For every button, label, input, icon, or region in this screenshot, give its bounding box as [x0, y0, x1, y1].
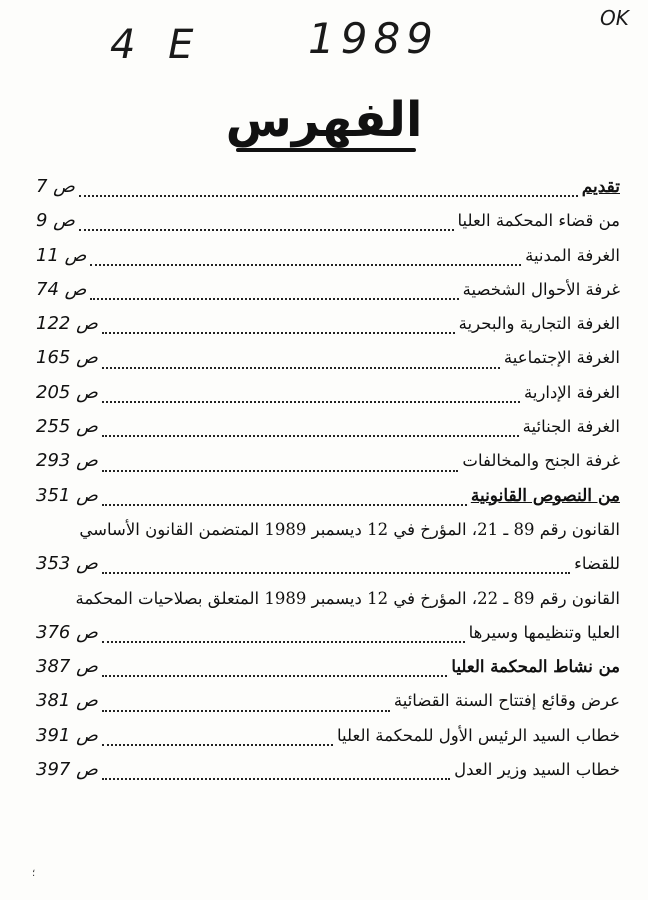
toc-row [36, 719, 620, 753]
table-of-contents [36, 170, 620, 787]
toc-row [36, 616, 620, 650]
toc-row [36, 753, 620, 787]
toc-label: عرض وقائع إفتتاح السنة القضائية [393, 691, 620, 711]
leader-dots [102, 460, 459, 472]
toc-page: ص 381 [36, 690, 98, 712]
leader-dots [102, 322, 455, 334]
toc-label: الغرفة التجارية والبحرية [458, 314, 620, 334]
toc-row [36, 410, 620, 444]
toc-page: ص 353 [36, 553, 98, 575]
handwritten-ok-mark: OK [600, 6, 629, 30]
toc-page: ص 74 [36, 278, 87, 300]
toc-page: ص 293 [36, 450, 98, 472]
toc-row [36, 239, 620, 273]
toc-page: ص 376 [36, 621, 98, 643]
toc-label: خطاب السيد الرئيس الأول للمحكمة العليا [337, 725, 620, 745]
leader-dots [102, 700, 390, 712]
toc-label: من نشاط المحكمة العليا [451, 657, 620, 677]
toc-label: الغرفة الجنائية [522, 417, 620, 437]
leader-dots [102, 631, 465, 643]
toc-row [36, 582, 620, 616]
handwritten-year: 1989 [308, 14, 439, 63]
toc-page: ص 397 [36, 759, 98, 781]
toc-row [36, 650, 620, 684]
toc-label: الغرفة الإدارية [524, 382, 620, 402]
toc-row [36, 273, 620, 307]
toc-page: ص 387 [36, 656, 98, 678]
leader-dots [79, 185, 578, 197]
toc-label: الغرفة المدنية [525, 245, 620, 265]
footer-mark: ؛ [32, 868, 36, 879]
toc-page: ص 7 [36, 176, 75, 197]
toc-label: العليا وتنظيمها وسيرها [468, 622, 620, 642]
toc-page: ص 9 [36, 210, 75, 232]
toc-page: ص 391 [36, 724, 98, 746]
toc-label: للقضاء [574, 554, 620, 574]
toc-row [36, 307, 620, 341]
leader-dots [102, 494, 467, 506]
leader-dots [102, 734, 333, 746]
toc-page: ص 255 [36, 416, 98, 438]
toc-page: ص 122 [36, 313, 98, 335]
toc-page: ص 11 [36, 244, 87, 266]
toc-label: من النصوص القانونية [470, 485, 620, 506]
toc-page: ص 205 [36, 381, 98, 403]
toc-row [36, 547, 620, 581]
toc-row [36, 170, 620, 204]
toc-row [36, 684, 620, 718]
toc-label: غرفة الأحوال الشخصية [462, 279, 620, 299]
leader-dots [102, 665, 448, 677]
toc-label: القانون رقم 89 ـ 21، المؤرخ في 12 ديسمبر 1989 المتضمن القانون الأساسي [79, 519, 620, 539]
handwritten-mark-left: 4 E [110, 22, 204, 68]
leader-dots [102, 425, 519, 437]
toc-label: الغرفة الإجتماعية [503, 348, 620, 368]
toc-row [36, 341, 620, 375]
leader-dots [90, 288, 458, 300]
toc-row [36, 444, 620, 478]
toc-row [36, 479, 620, 513]
toc-label: تقديم [581, 177, 620, 197]
toc-label: القانون رقم 89 ـ 22، المؤرخ في 12 ديسمبر 1989 المتعلق بصلاحيات المحكمة [75, 588, 620, 608]
leader-dots [102, 562, 570, 574]
leader-dots [102, 357, 500, 369]
leader-dots [79, 219, 454, 231]
toc-row [36, 376, 620, 410]
toc-row [36, 204, 620, 238]
leader-dots [102, 391, 520, 403]
leader-dots [90, 254, 521, 266]
toc-page: ص 351 [36, 484, 98, 506]
page-title: الفهرس [225, 92, 423, 148]
toc-page: ص 165 [36, 347, 98, 369]
toc-row [36, 513, 620, 547]
leader-dots [102, 768, 450, 780]
toc-label: خطاب السيد وزير العدل [454, 760, 620, 780]
title-underline [236, 148, 416, 152]
toc-label: غرفة الجنح والمخالفات [462, 451, 620, 471]
toc-label: من قضاء المحكمة العليا [457, 211, 620, 231]
